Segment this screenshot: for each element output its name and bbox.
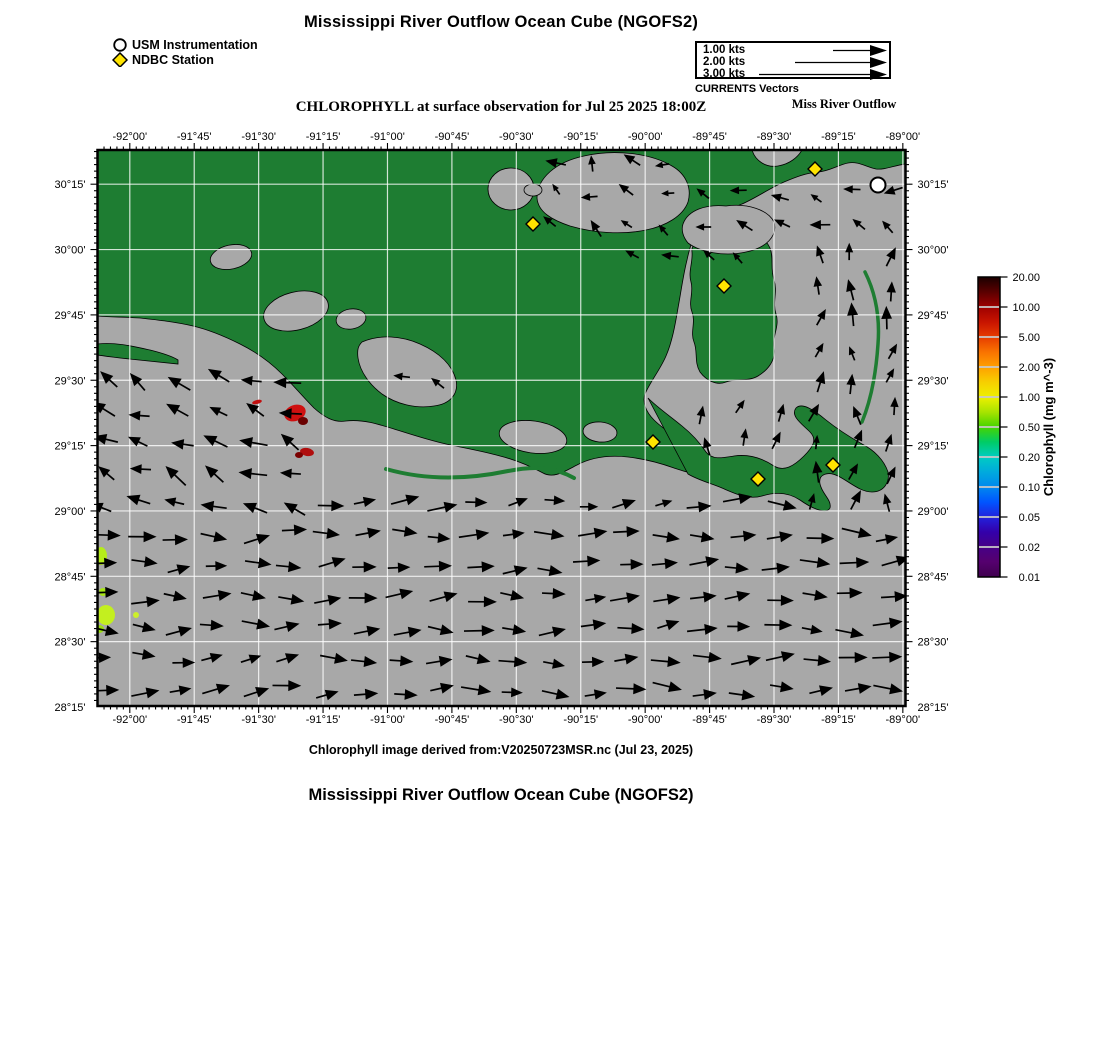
svg-text:29°15': 29°15' — [54, 440, 86, 453]
svg-text:0.01: 0.01 — [1018, 572, 1040, 584]
legend-ndbc-label: NDBC Station — [132, 52, 214, 67]
svg-text:-90°15': -90°15' — [563, 131, 599, 143]
svg-text:-91°15': -91°15' — [305, 131, 341, 143]
currents-caption: CURRENTS Vectors — [695, 83, 799, 95]
svg-text:-89°15': -89°15' — [821, 714, 856, 726]
svg-text:29°30': 29°30' — [917, 375, 949, 388]
svg-text:-90°45': -90°45' — [434, 714, 470, 726]
svg-text:28°30': 28°30' — [54, 636, 86, 649]
svg-text:-90°45': -90°45' — [434, 131, 470, 143]
svg-text:-91°30': -91°30' — [241, 131, 276, 143]
svg-text:-90°30': -90°30' — [498, 714, 534, 726]
svg-text:-89°30': -89°30' — [756, 131, 792, 143]
svg-text:30°15': 30°15' — [54, 179, 86, 192]
svg-text:29°15': 29°15' — [917, 440, 949, 453]
svg-text:29°45': 29°45' — [917, 309, 949, 322]
usm-instrumentation-marker — [871, 178, 886, 193]
lake-channel — [524, 184, 542, 196]
svg-text:-92°00': -92°00' — [112, 131, 148, 143]
source-caption: Chlorophyll image derived from:V20250723MSR.nc (Jul 23, 2025) — [308, 743, 694, 757]
svg-text:0.02: 0.02 — [1018, 542, 1040, 554]
svg-text:-91°00': -91°00' — [370, 714, 405, 726]
figure-subtitle: CHLOROPHYLL at surface observation for Jul 25 2025 18:00Z — [295, 99, 707, 115]
svg-text:0.20: 0.20 — [1018, 452, 1040, 464]
currents-speed-label: 2.00 kts — [703, 56, 746, 68]
svg-text:-89°45': -89°45' — [692, 131, 727, 143]
svg-text:-91°30': -91°30' — [241, 714, 276, 726]
svg-text:28°15': 28°15' — [54, 702, 86, 714]
currents-speed-label: 1.00 kts — [703, 44, 746, 56]
legend-usm-label: USM Instrumentation — [132, 37, 258, 52]
figure-title: Mississippi River Outflow Ocean Cube (NGOFS2) — [303, 13, 699, 31]
svg-text:-90°00': -90°00' — [627, 131, 663, 143]
svg-text:-92°00': -92°00' — [112, 714, 148, 726]
svg-text:-91°45': -91°45' — [176, 714, 212, 726]
figure-bottom-title: Mississippi River Outflow Ocean Cube (NGOFS2) — [308, 786, 694, 804]
svg-text:-89°45': -89°45' — [692, 714, 727, 726]
currents-speed-label: 3.00 kts — [703, 68, 746, 80]
svg-text:28°15': 28°15' — [917, 702, 949, 714]
miss-river-outflow-label: Miss River Outflow — [791, 97, 897, 111]
svg-text:-89°00': -89°00' — [885, 131, 921, 143]
svg-text:0.05: 0.05 — [1018, 512, 1040, 524]
svg-text:29°00': 29°00' — [54, 505, 86, 518]
svg-text:-91°00': -91°00' — [370, 131, 405, 143]
svg-text:1.00: 1.00 — [1018, 392, 1040, 404]
svg-text:30°15': 30°15' — [917, 179, 949, 192]
svg-text:30°00': 30°00' — [54, 244, 86, 257]
svg-text:5.00: 5.00 — [1018, 332, 1040, 344]
svg-text:2.00: 2.00 — [1018, 362, 1040, 374]
svg-text:0.10: 0.10 — [1018, 482, 1040, 494]
svg-text:29°45': 29°45' — [54, 309, 86, 322]
colorbar — [978, 272, 1056, 584]
svg-text:29°00': 29°00' — [917, 505, 949, 518]
svg-text:10.00: 10.00 — [1012, 302, 1040, 314]
svg-text:28°45': 28°45' — [54, 571, 86, 584]
svg-text:29°30': 29°30' — [54, 375, 86, 388]
svg-text:-91°15': -91°15' — [305, 714, 341, 726]
svg-text:-89°30': -89°30' — [756, 714, 792, 726]
svg-text:20.00: 20.00 — [1012, 272, 1040, 284]
svg-text:28°30': 28°30' — [917, 636, 949, 649]
svg-text:0.50: 0.50 — [1018, 422, 1040, 434]
svg-text:28°45': 28°45' — [917, 571, 949, 584]
svg-text:-90°30': -90°30' — [498, 131, 534, 143]
lake-borgne — [682, 205, 775, 254]
svg-text:30°00': 30°00' — [917, 244, 949, 257]
svg-text:Chlorophyll (mg m^-3): Chlorophyll (mg m^-3) — [1041, 357, 1056, 497]
svg-text:-89°15': -89°15' — [821, 131, 856, 143]
svg-text:-90°00': -90°00' — [627, 714, 663, 726]
svg-text:-91°45': -91°45' — [176, 131, 212, 143]
svg-text:-89°00': -89°00' — [885, 714, 921, 726]
svg-text:-90°15': -90°15' — [563, 714, 599, 726]
